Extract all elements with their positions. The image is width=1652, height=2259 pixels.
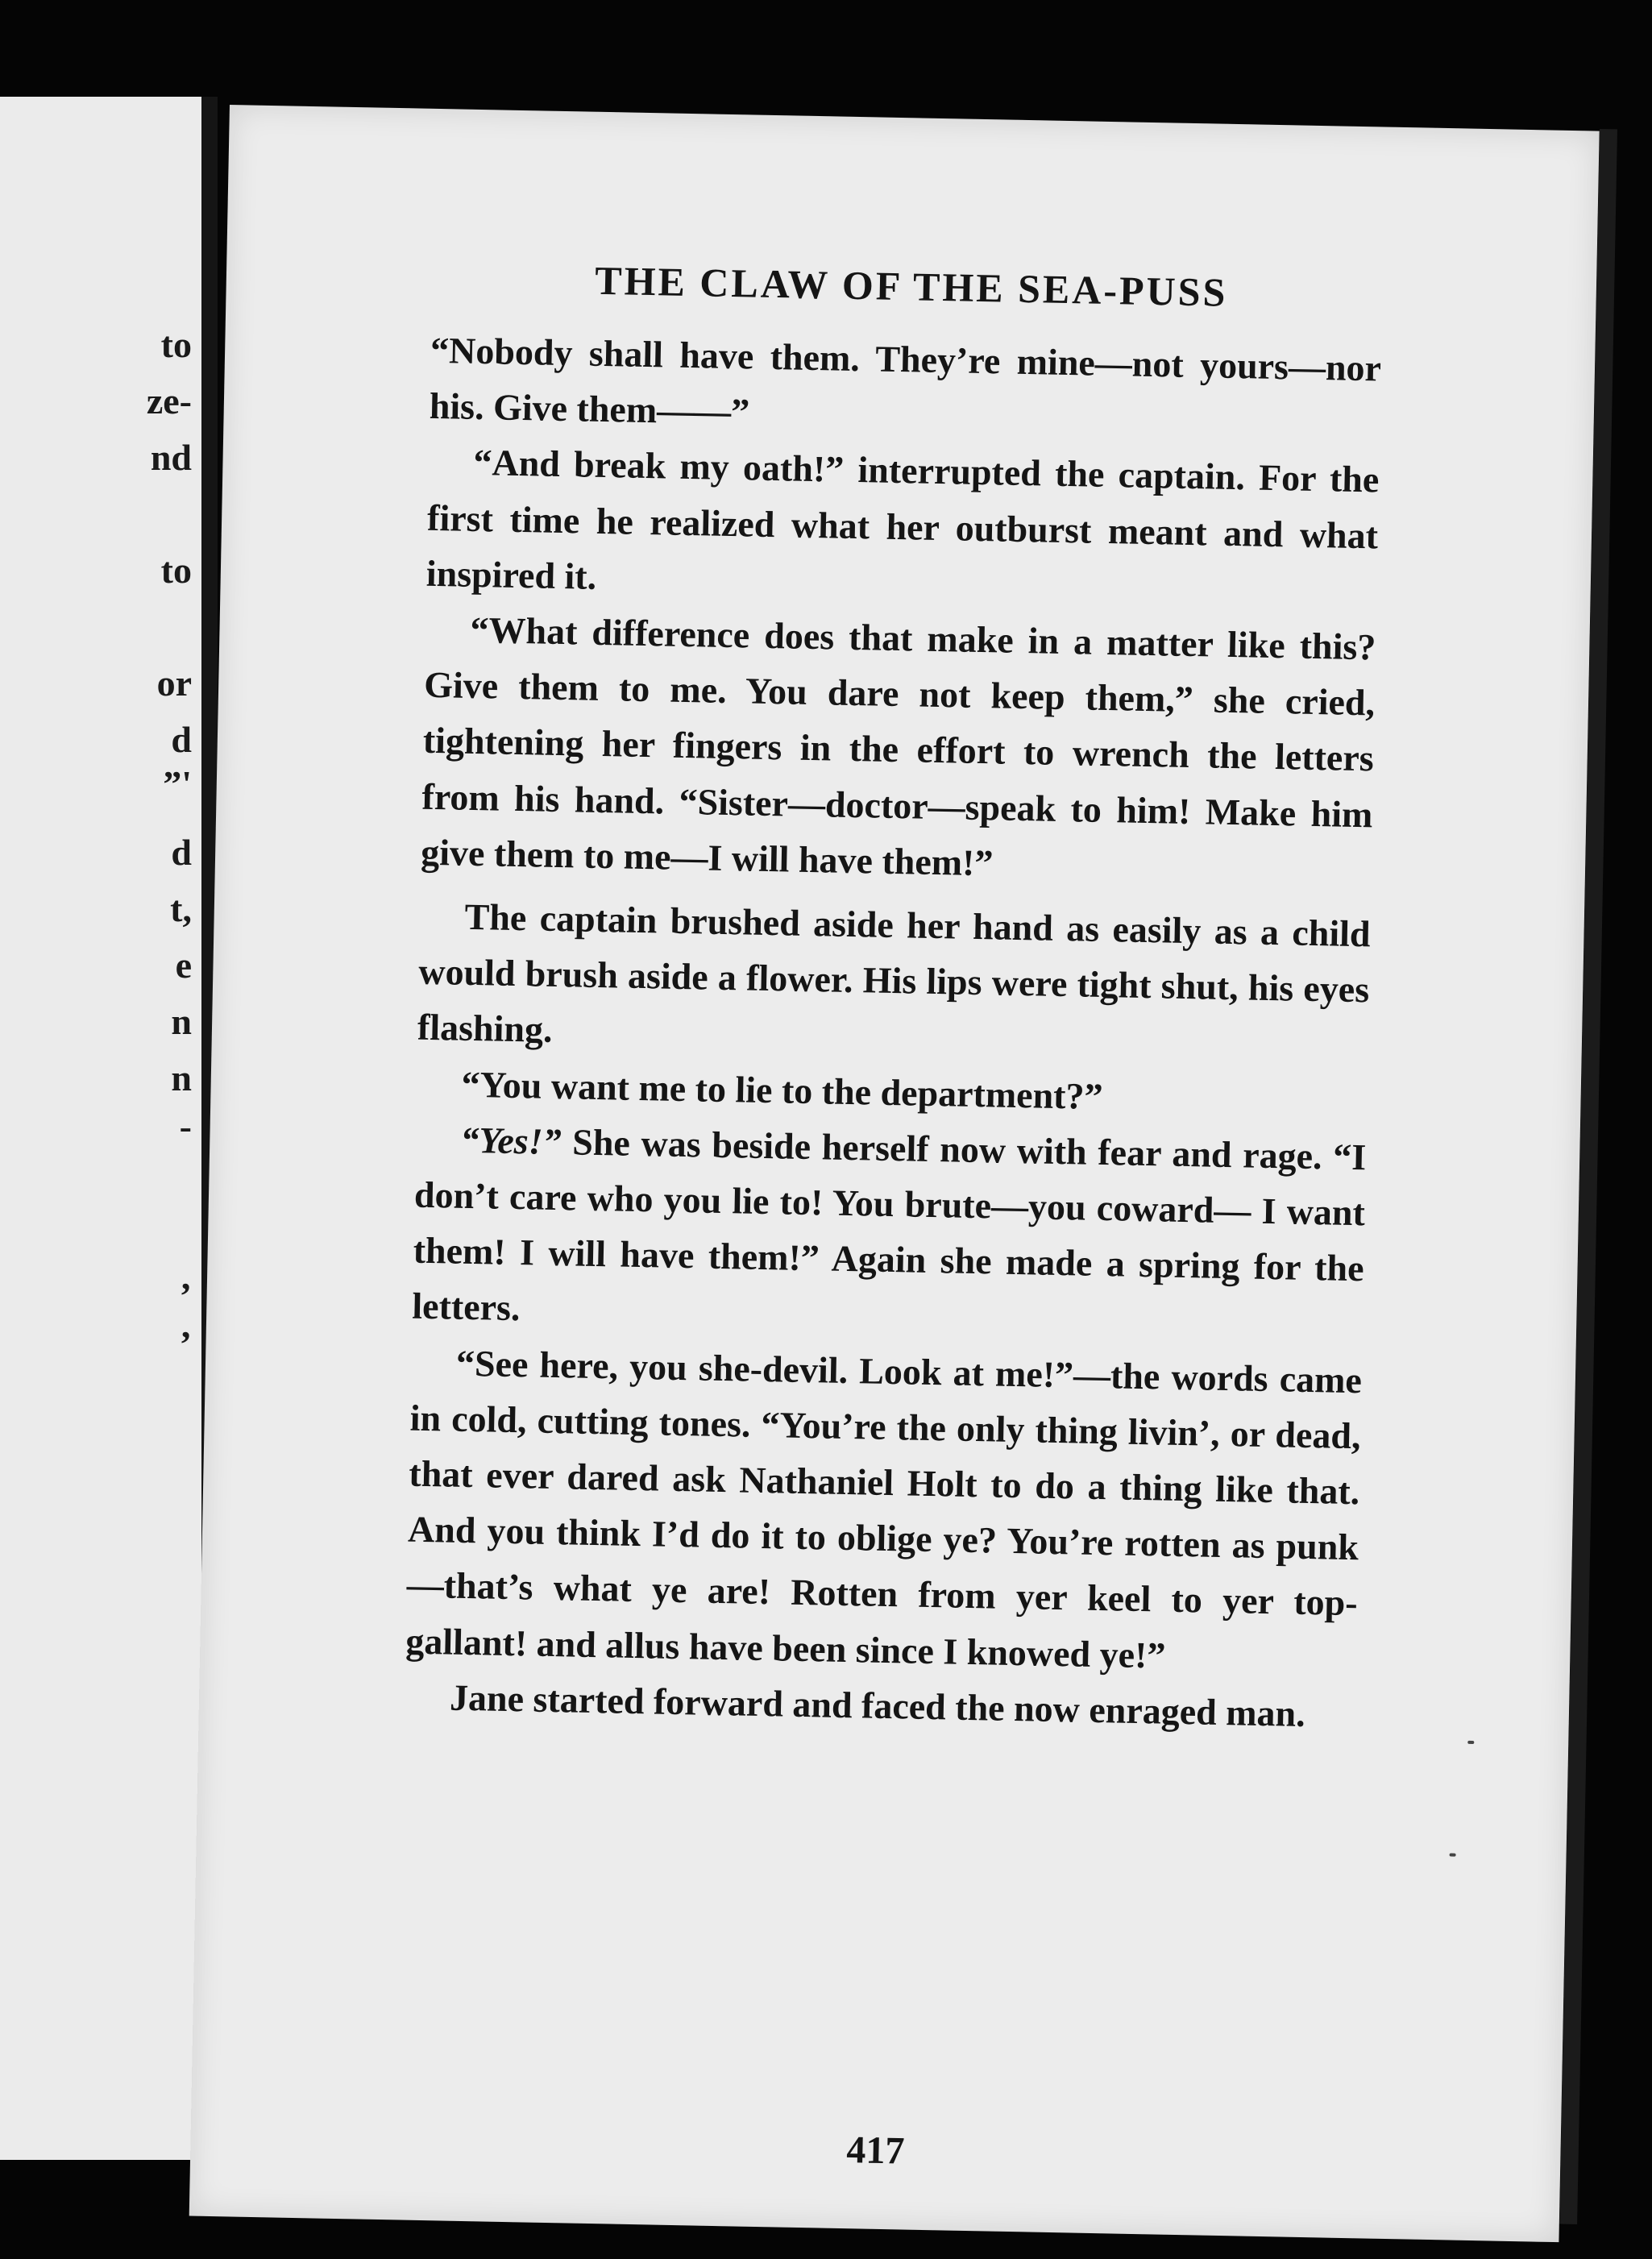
- left-page-fragment: n: [171, 1001, 192, 1042]
- left-page-fragment: d: [171, 719, 192, 760]
- left-page: [0, 97, 218, 2160]
- dust-speck: [1450, 1853, 1456, 1856]
- left-page-fragment: ’: [179, 1275, 192, 1316]
- running-head: THE CLAW OF THE SEA-PUSS: [594, 257, 1228, 315]
- page-number: 417: [845, 2128, 905, 2173]
- paragraph: “And break my oath!” interrupted the captain. For the first time he realized what her outburst meant and what inspired it.: [425, 442, 1380, 597]
- paragraph: “You want me to lie to the department?”: [461, 1063, 1104, 1117]
- left-page-fragment: ’: [179, 1323, 192, 1364]
- left-page-fragment: to: [160, 324, 192, 365]
- paragraph: “See here, you she-devil. Look at me!”—the words came in cold, cutting tones. “You’re the only thing livin’, or dead, that ever dared ask Nathaniel Holt to do a thing like that. And you think I’d do it to oblige ye? You’re rotten as punk—that’s what ye are! Rotten from yer keel to yer top-gallant! and allus have been since I knowed ye!”: [405, 1342, 1363, 1676]
- paragraph: “What difference does that make in a matter like this? Give them to me. You dare not keep them,” she cried, tightening her fingers in the effort to wrench the letters from his hand. “Sister—doctor—speak to him! Make him give them to me—I will have them!”: [420, 608, 1376, 884]
- left-page-fragment: e: [175, 945, 192, 986]
- paragraph: [412, 1111, 1367, 1352]
- left-page-fragment: t,: [170, 888, 192, 929]
- paragraph: “Nobody shall have them. They’re mine—not yours—nor his. Give them——”: [429, 329, 1382, 433]
- left-page-fragment: to: [160, 550, 192, 591]
- right-page: [189, 105, 1600, 2242]
- dust-speck: [1467, 1741, 1474, 1744]
- left-page-fragment: n: [171, 1057, 192, 1098]
- left-page-fragment: nd: [150, 437, 192, 478]
- paragraph: Jane started forward and faced the now enraged man.: [449, 1676, 1306, 1734]
- left-page-fragment: or: [156, 662, 192, 704]
- left-page-fragment: d: [171, 832, 192, 873]
- left-page-fragment: -: [179, 1106, 192, 1147]
- body-text: [404, 322, 1381, 1742]
- paragraph: The captain brushed aside her hand as easily as a child would brush aside a flower. His lips were tight shut, his eyes flashing.: [417, 895, 1371, 1051]
- left-page-fragment: ze-: [146, 380, 192, 421]
- paragraph-rest: She was beside herself now with fear and rage. “I don’t care who you lie to! You brute—you coward— I want them! I will have them!” Again she made a spring for the letters.: [411, 1120, 1367, 1329]
- italic-exclamation: “Yes!”: [459, 1119, 562, 1162]
- left-page-fragment: ”': [163, 763, 192, 804]
